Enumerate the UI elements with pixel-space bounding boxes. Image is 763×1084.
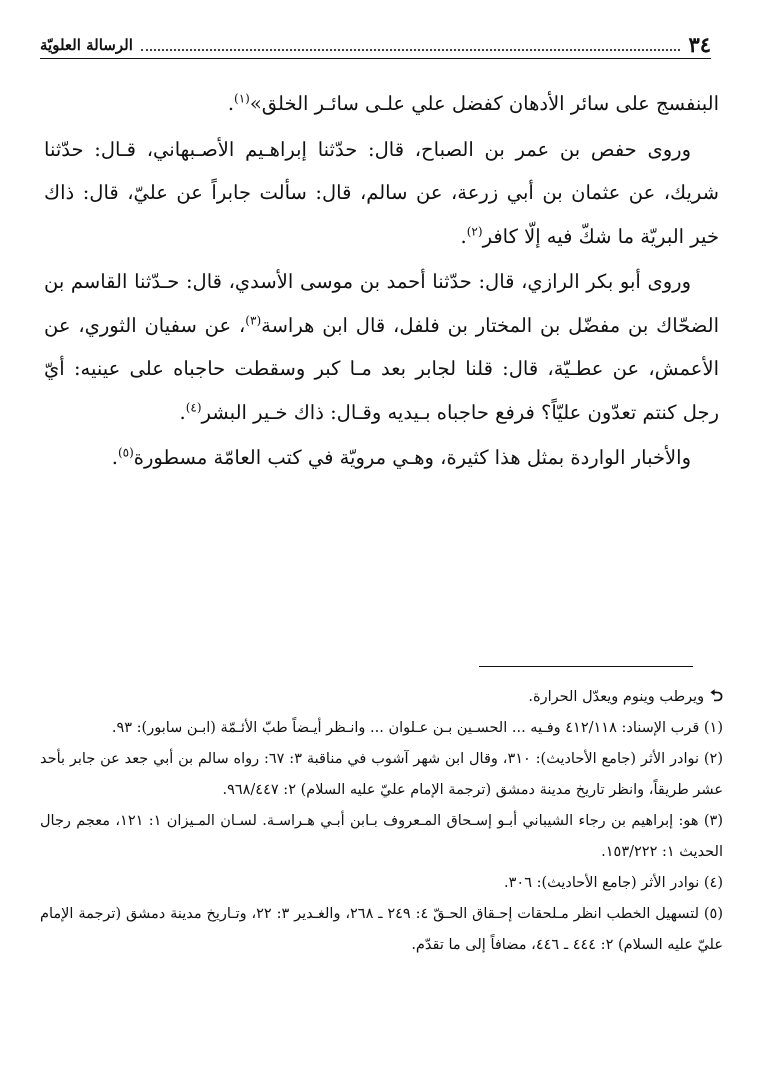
- footnote-separator: [479, 666, 693, 667]
- footnote: (٤) نوادر الأثر (جامع الأحاديث): ٣٠٦.: [504, 875, 723, 891]
- continuation-arrow-icon: ⮌: [710, 686, 723, 705]
- footnote-ref[interactable]: (٢): [466, 224, 483, 238]
- footnote-ref[interactable]: (٤): [185, 400, 202, 414]
- paragraph: والأخبار الواردة بمثل هذا كثيرة، وهـي مرويّة في كتب العامّة مسطورة$^{(٥)}$.: [111, 445, 691, 469]
- paragraph: وروى أبو بكر الرازي، قال: حدّثنا أحمد بن موسى الأسدي، قال: حـدّثنا القاسم بن الضحّاك بن مفضّل بن المختار بن فلفل، قال ابن هراسة$^{(٣)}$، عن سفيان الثوري، عن الأعمش، عن عطـيّة، قال: قلنا لجابر بعد مـا كبر وسقطت حاجباه على عينيه: أيّ رجل كنتم تعدّون عليّاً؟ فرفع حاجباه بـيديه وقـال: ذاك خـير البشر$^{(٤)}$.: [44, 270, 719, 424]
- main-text: [44, 82, 719, 482]
- footnotes: [40, 680, 723, 961]
- footnote: (٢) نوادر الأثر (جامع الأحاديث): ٣١٠، وقال ابن شهر آشوب في مناقبة ٣: ٦٧: رواه سالم بن أبي جعد عن جابر بأحد عشر طريقاً، وانظر تاريخ مدينة دمشق (ترجمة الإمام عليّ عليه السلام) ٢: ٩٦٨/٤٤٧.: [40, 751, 724, 798]
- footnote: (١) قرب الإسناد: ٤١٢/١١٨ وفـيه ... الحسـين بـن عـلوان ... وانـظر أيـضاً طبّ الأئـمّة (ابـن سابور): ٩٣.: [111, 720, 723, 736]
- header-dot-leader: [141, 49, 681, 51]
- footnote: (٣) هو: إبراهيم بن رجاء الشيباني أبـو إسـحاق المـعروف بـابن أبـي هـراسـة. لسـان المـيزان ١: ١٢١، معجم رجال الحديث ١: ١٥٣/٢٢٢.: [40, 813, 723, 860]
- footnote-ref[interactable]: (١): [234, 91, 250, 106]
- footnote: (٥) لتسهيل الخطب انظر مـلحقات إحـقاق الحـقّ ٤: ٢٤٩ ـ ٢٦٨، والغـدير ٣: ٢٢، وتـاريخ مدينة دمشق (ترجمة الإمام عليّ عليه السلام) ٢: ٤٤٤ ـ ٤٤٦، مضافاً إلى ما تقدّم.: [40, 906, 724, 953]
- page-header: [40, 28, 711, 59]
- running-title: الرسالة العلويّة: [40, 36, 133, 54]
- page-number: ٣٤: [688, 32, 711, 57]
- paragraph: البنفسج على سائر الأدهان كفضل علي علـى سائـر الخلق»$^{(١)}$.: [227, 91, 719, 115]
- paragraph: وروى حفص بن عمر بن الصباح، قال: حدّثنا إبراهـيم الأصـبهاني، قـال: حدّثنا شريك، عن عثمان بن أبي زرعة، عن سالم، قال: سألت جابراً عن عليّ، قال: ذاك خير البريّة ما شكّ فيه إلّا كافر$^{(٢)}$.: [44, 137, 719, 248]
- footnote-ref[interactable]: (٣): [245, 313, 262, 327]
- footnote-continuation: ⮌ويرطب وينوم ويعدّل الحرارة.: [528, 686, 723, 705]
- footnote-ref[interactable]: (٥): [117, 445, 134, 460]
